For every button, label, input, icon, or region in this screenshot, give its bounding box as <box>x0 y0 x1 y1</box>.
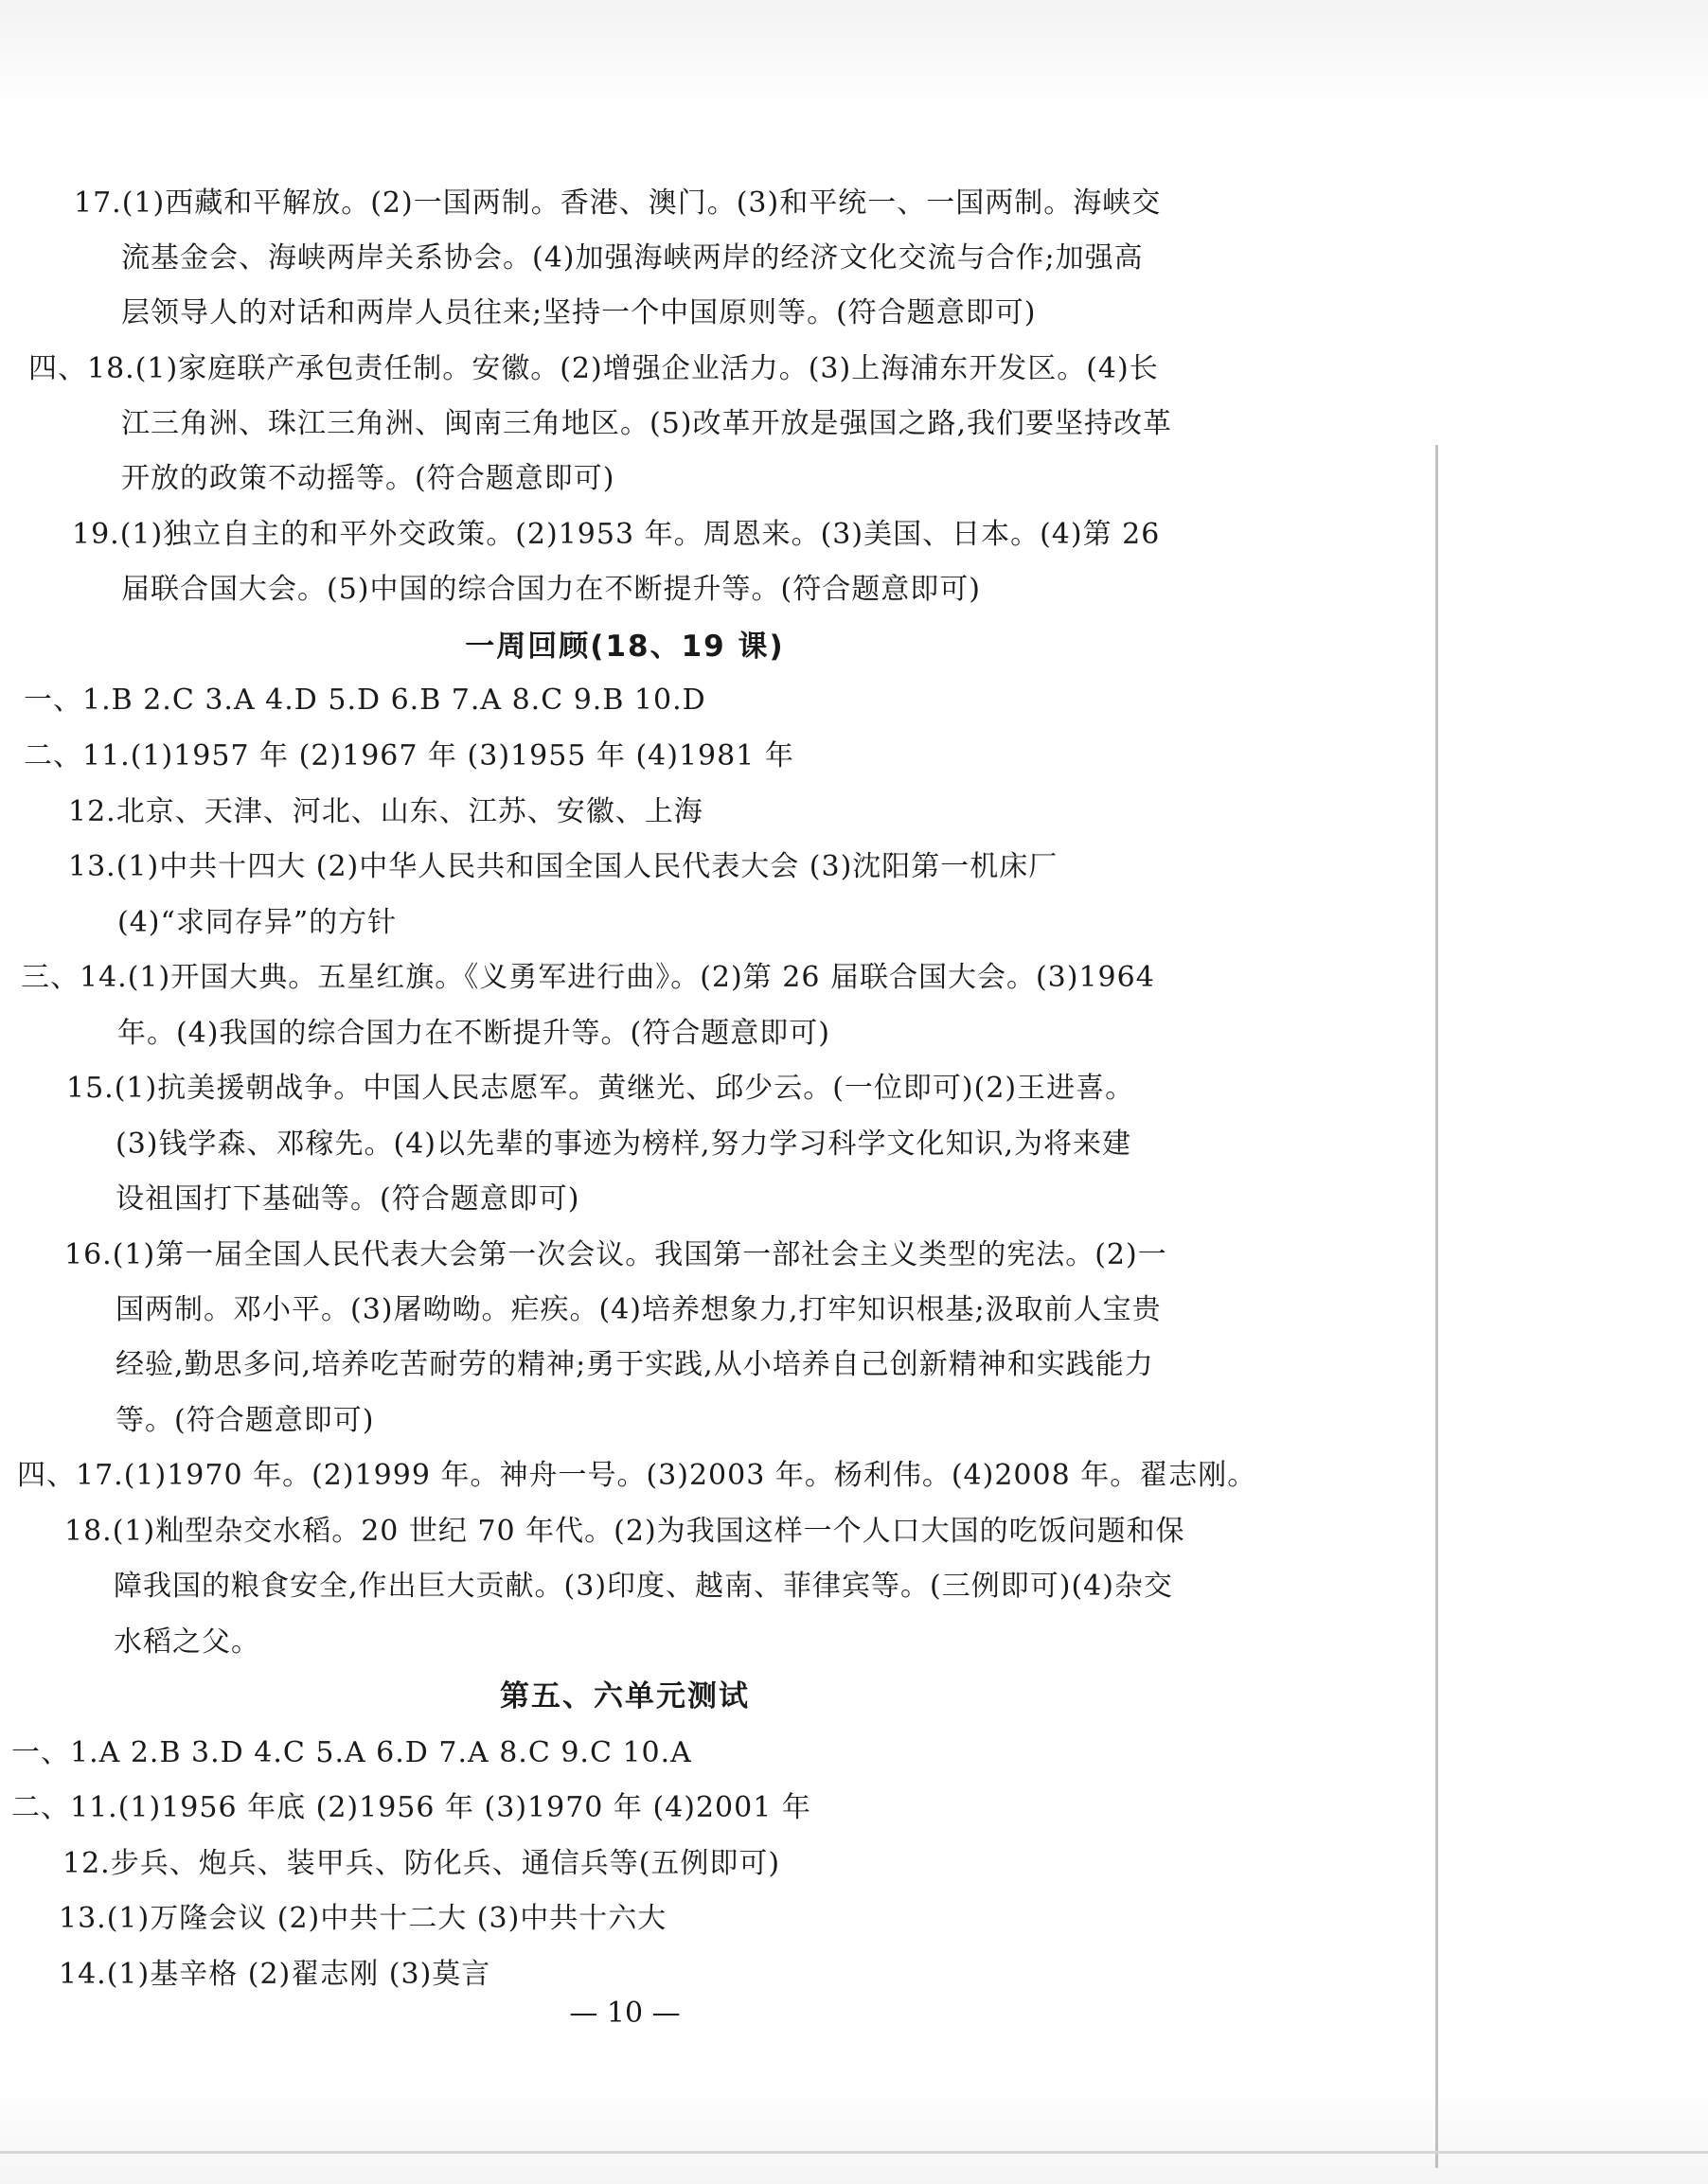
answer-line: 经验,勤思多问,培养吃苦耐劳的精神;勇于实践,从小培养自己创新精神和实践能力 <box>116 1348 1154 1381</box>
answer-line: 19.(1)独立自主的和平外交政策。(2)1953 年。周恩来。(3)美国、日本。(4)第 26 <box>72 518 1161 551</box>
answer-line: 一、1.B 2.C 3.A 4.D 5.D 6.B 7.A 8.C 9.B 10.D <box>24 684 706 717</box>
answer-line: 开放的政策不动摇等。(符合题意即可) <box>121 462 615 495</box>
answer-line: 障我国的粮食安全,作出巨大贡献。(3)印度、越南、菲律宾等。(三例即可)(4)杂交 <box>114 1570 1173 1603</box>
answer-line: 12.步兵、炮兵、装甲兵、防化兵、通信兵等(五例即可) <box>62 1847 781 1880</box>
answer-line: 四、17.(1)1970 年。(2)1999 年。神舟一号。(3)2003 年。杨利伟。(4)2008 年。翟志刚。 <box>17 1459 1257 1492</box>
answer-line: 14.(1)基辛格 (2)翟志刚 (3)莫言 <box>59 1958 491 1991</box>
answer-line: 二、11.(1)1956 年底 (2)1956 年 (3)1970 年 (4)2001 年 <box>11 1791 811 1824</box>
answer-line: 18.(1)籼型杂交水稻。20 世纪 70 年代。(2)为我国这样一个人口大国的吃饭问题和保 <box>64 1515 1185 1548</box>
answer-line: 江三角洲、珠江三角洲、闽南三角地区。(5)改革开放是强国之路,我们要坚持改革 <box>121 407 1173 440</box>
answer-line: 17.(1)西藏和平解放。(2)一国两制。香港、澳门。(3)和平统一、一国两制。海峡交 <box>74 186 1162 220</box>
page-fold-shadow <box>1435 445 1438 2168</box>
answer-line: 13.(1)中共十四大 (2)中华人民共和国全国人民代表大会 (3)沈阳第一机床厂 <box>68 850 1059 883</box>
page-number: — 10 — <box>569 1997 681 2030</box>
answer-line: 二、11.(1)1957 年 (2)1967 年 (3)1955 年 (4)1981 年 <box>24 739 794 772</box>
answer-line: 届联合国大会。(5)中国的综合国力在不断提升等。(符合题意即可) <box>121 573 981 606</box>
answer-line: 水稻之父。 <box>114 1625 260 1659</box>
answer-line: 国两制。邓小平。(3)屠呦呦。疟疾。(4)培养想象力,打牢知识根基;汲取前人宝贵 <box>116 1293 1162 1326</box>
answer-line: 12.北京、天津、河北、山东、江苏、安徽、上海 <box>68 795 703 828</box>
answer-line: 等。(符合题意即可) <box>116 1404 375 1437</box>
page-bottom-edge <box>0 2151 1708 2154</box>
answer-line: 13.(1)万隆会议 (2)中共十二大 (3)中共十六大 <box>59 1902 667 1935</box>
answer-line: 层领导人的对话和两岸人员往来;坚持一个中国原则等。(符合题意即可) <box>121 296 1037 329</box>
answer-line: (3)钱学森、邓稼先。(4)以先辈的事迹为榜样,努力学习科学文化知识,为将来建 <box>116 1128 1132 1161</box>
answer-line: 流基金会、海峡两岸关系协会。(4)加强海峡两岸的经济文化交流与合作;加强高 <box>121 241 1144 275</box>
answer-line: 15.(1)抗美援朝战争。中国人民志愿军。黄继光、邱少云。(一位即可)(2)王进喜。 <box>66 1072 1135 1105</box>
answer-line: (4)“求同存异”的方针 <box>117 906 398 939</box>
section-heading: 第五、六单元测试 <box>500 1679 750 1713</box>
section-heading: 一周回顾(18、19 课) <box>465 630 785 664</box>
answer-line: 设祖国打下基础等。(符合题意即可) <box>116 1182 580 1216</box>
answer-line: 三、14.(1)开国大典。五星红旗。《义勇军进行曲》。(2)第 26 届联合国大会。(3)1964 <box>21 961 1155 994</box>
answer-line: 16.(1)第一届全国人民代表大会第一次会议。我国第一部社会主义类型的宪法。(2)一 <box>64 1238 1167 1271</box>
answer-line: 四、18.(1)家庭联产承包责任制。安徽。(2)增强企业活力。(3)上海浦东开发区。(4)长 <box>28 352 1159 385</box>
answer-line: 年。(4)我国的综合国力在不断提升等。(符合题意即可) <box>117 1017 830 1050</box>
answer-line: 一、1.A 2.B 3.D 4.C 5.A 6.D 7.A 8.C 9.C 10.A <box>11 1736 692 1769</box>
